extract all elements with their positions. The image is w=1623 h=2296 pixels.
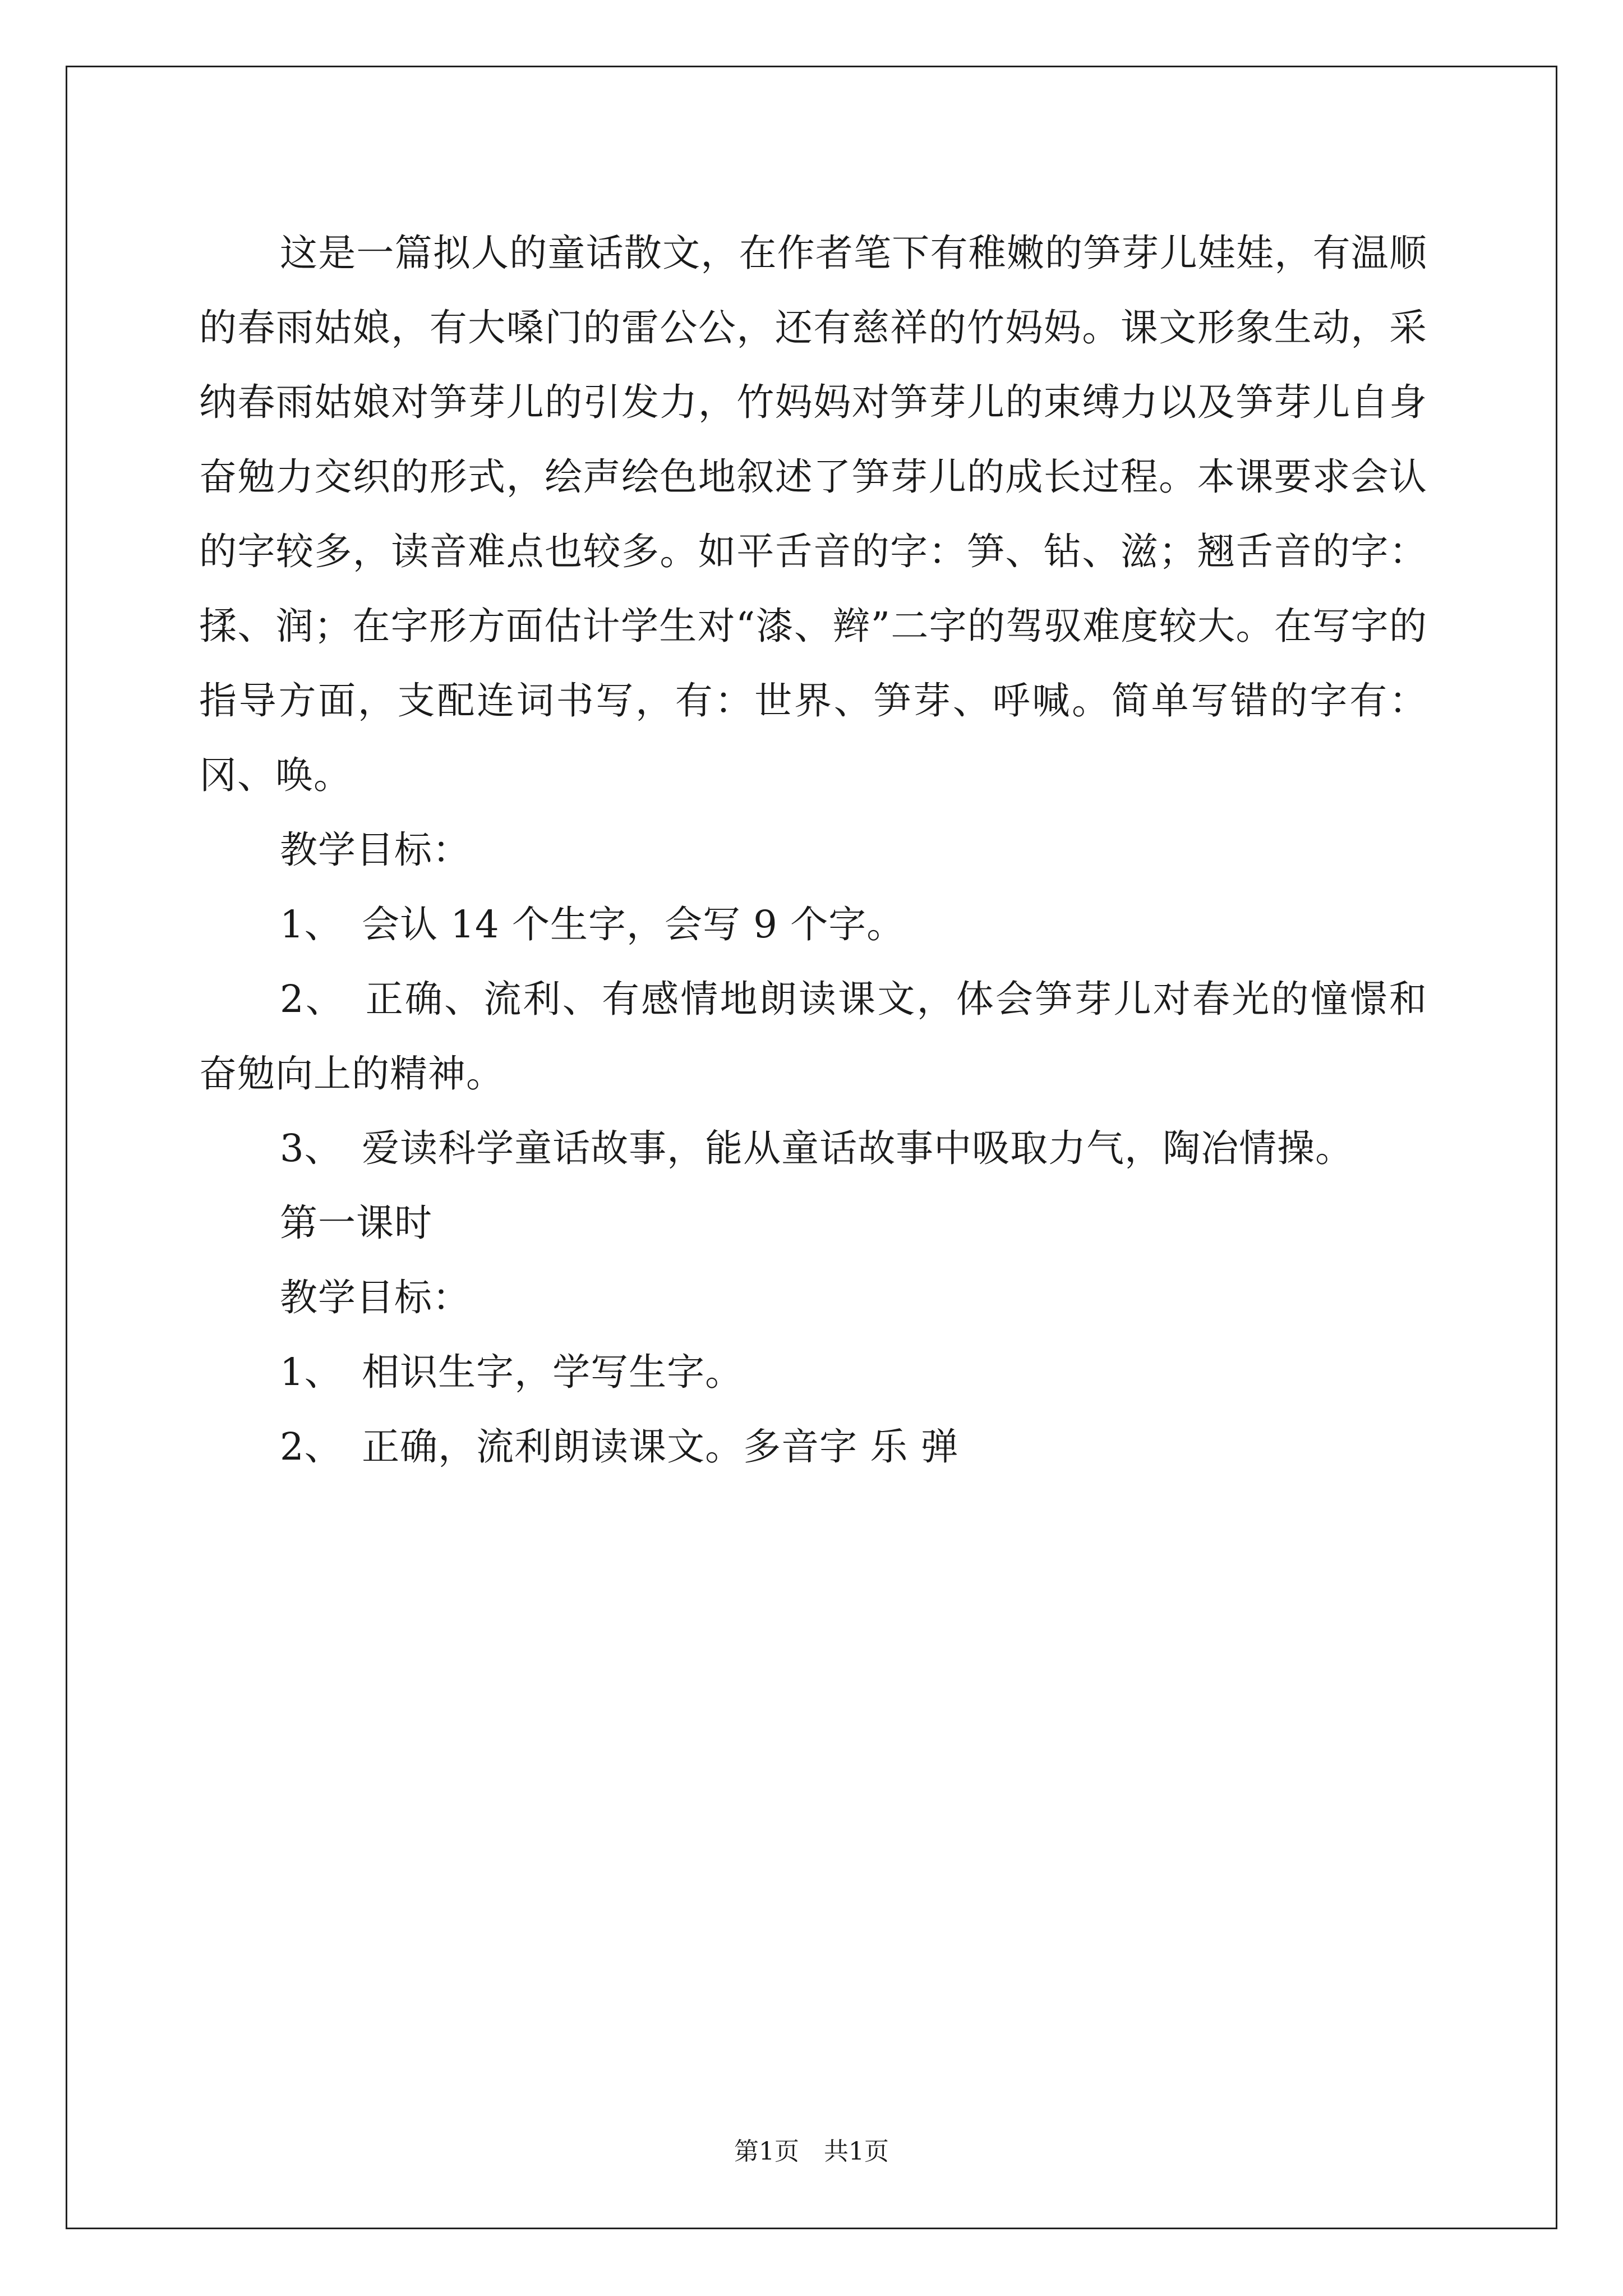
objective-item-1: 1、 会认 14 个生字，会写 9 个字。 — [280, 903, 905, 946]
period-objective-item-2: 2、 正确，流利朗读课文。多音字 乐 弹 — [280, 1425, 959, 1469]
section-heading-objectives: 教学目标： — [280, 828, 471, 872]
intro-paragraph: 这是一篇拟人的童话散文，在作者笔下有稚嫩的笋芽儿娃娃，有温顺的春雨姑娘，有大嗓门的雷公公，还有慈祥的竹妈妈。课文形象生动，采纳春雨姑娘对笋芽儿的引发力，竹妈妈对笋芽儿的束缚力以及笋芽儿自身奋勉力交织的形式，绘声绘色地叙述了笋芽儿的成长过程。本课要求会认的字较多，读音难点也较多。如平舌音的字：笋、钻、滋；翘舌音的字：揉、润；在字形方面估计学生对“漆、辫”二字的驾驭难度较大。在写字的指导方面，支配连词书写，有：世界、笋芽、呼喊。简单写错的字有：冈、唤。 — [199, 231, 1427, 797]
objective-item-3: 3、 爱读科学童话故事，能从童话故事中吸取力气，陶冶情操。 — [280, 1126, 1354, 1170]
page-number-footer: 第1页 共1页 — [734, 2137, 889, 2166]
lesson-heading-first-period: 第一课时 — [280, 1201, 432, 1245]
objective-item-2: 2、 正确、流利、有感情地朗读课文，体会笋芽儿对春光的憧憬和奋勉向上的精神。 — [199, 977, 1427, 1096]
document-body — [199, 216, 1427, 1484]
section-heading-objectives-2: 教学目标： — [280, 1276, 471, 1319]
period-objective-item-1: 1、 相识生字，学写生字。 — [280, 1350, 744, 1394]
